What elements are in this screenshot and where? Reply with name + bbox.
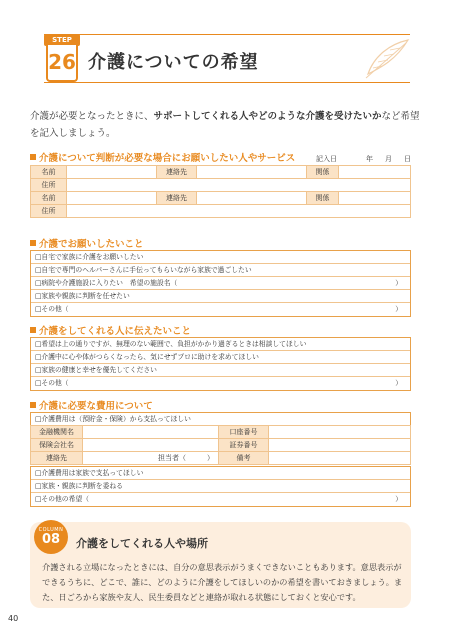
column-badge-label: COLUMN: [38, 527, 64, 533]
table-row: [31, 452, 411, 465]
checkbox-item[interactable]: □病院や介護施設に入りたい 希望の施設名（ ）: [31, 277, 410, 290]
table-row: [31, 426, 411, 439]
note-label: 備考: [219, 452, 269, 465]
step-badge: [44, 34, 80, 84]
step-number: 26: [46, 45, 78, 82]
table-row: [31, 439, 411, 452]
table-row: [31, 166, 411, 179]
checkbox-item[interactable]: □その他（ ）: [35, 379, 402, 387]
contact-field-1[interactable]: [197, 166, 307, 179]
contact-field-2[interactable]: [197, 192, 307, 205]
account-field[interactable]: [269, 426, 411, 439]
section3-heading: 介護をしてくれる人に伝えたいこと: [30, 323, 191, 337]
checkbox-item[interactable]: □自宅で専門のヘルパーさんに手伝ってもらいながら家族で過ごしたい: [31, 264, 410, 277]
checkbox-item[interactable]: □希望は上の通りですが、無理のない範囲で、負担がかかり過ぎるときは相談してほしい: [31, 338, 410, 351]
person-field[interactable]: 担当者（ ）: [83, 452, 219, 465]
title-underline: [44, 82, 410, 83]
cost-options-list: [30, 466, 411, 507]
relation-label: 関係: [307, 166, 339, 179]
contact-table: [30, 165, 411, 218]
section1-heading: 介護について判断が必要な場合にお願いしたい人やサービス: [30, 150, 295, 164]
address-field-2[interactable]: [67, 205, 411, 218]
cost-table: [30, 425, 411, 465]
account-label: 口座番号: [219, 426, 269, 439]
section4-heading: 介護に必要な費用について: [30, 398, 153, 412]
checkbox-item[interactable]: □介護費用は（預貯金・保険）から支払ってほしい: [35, 415, 191, 423]
name-field-1[interactable]: [67, 166, 157, 179]
name-label: 名前: [31, 166, 67, 179]
checkbox-item[interactable]: □その他の希望（ ）: [35, 495, 402, 503]
intro-text: 介護が必要となったときに、サポートしてくれる人やどのような介護を受けたいかなど希望を記入しましょう。: [30, 111, 420, 139]
insurer-label: 保険会社名: [31, 439, 83, 452]
relation-label: 関係: [307, 192, 339, 205]
checkbox-item[interactable]: □自宅で家族に介護をお願いしたい: [31, 251, 410, 264]
address-label: 住所: [31, 179, 67, 192]
contact-label: 連絡先: [157, 166, 197, 179]
relation-field-1[interactable]: [339, 166, 411, 179]
date-day: 日: [404, 155, 411, 163]
table-row: [31, 179, 411, 192]
address-field-1[interactable]: [67, 179, 411, 192]
table-row: [31, 205, 411, 218]
checkbox-item[interactable]: □介護中に心や体がつらくなったら、気にせずプロに助けを求めてほしい: [31, 351, 410, 364]
relation-field-2[interactable]: [339, 192, 411, 205]
date-month: 月: [385, 155, 392, 163]
checkbox-item[interactable]: □家族や親族に判断を任せたい: [31, 290, 410, 303]
date-label: 記入日: [316, 155, 337, 163]
policy-label: 証券番号: [219, 439, 269, 452]
checkbox-item[interactable]: □家族・親族に判断を委ねる: [31, 480, 410, 493]
name-label: 名前: [31, 192, 67, 205]
header-top-rule: [44, 34, 410, 35]
name-field-2[interactable]: [67, 192, 157, 205]
column-title: 介護をしてくれる人や場所: [76, 537, 208, 550]
checkbox-item[interactable]: □介護費用は家族で支払ってほしい: [31, 467, 410, 480]
column-text: 介護される立場になったときには、自分の意思表示がうまくできないこともあります。意思表示ができるうちに、どこで、誰に、どのように介護をしてほしいのかの希望を書いておきましょう。また、日ごろから家族や友人、民生委員などと連絡が取れる状態にしておくと安心です。: [42, 562, 403, 602]
cost-top-item: [30, 412, 411, 426]
policy-field[interactable]: [269, 439, 411, 452]
insurer-field[interactable]: [83, 439, 219, 452]
checkbox-item[interactable]: □家族の健康と幸せを優先してください: [31, 364, 410, 377]
column-badge-number: 08: [41, 532, 61, 547]
page-number: 40: [8, 614, 19, 623]
table-row: [31, 192, 411, 205]
step-label: STEP: [44, 34, 80, 46]
feather-icon: [360, 38, 412, 80]
section2-heading: 介護でお願いしたいこと: [30, 236, 144, 250]
bank-label: 金融機関名: [31, 426, 83, 439]
note-field[interactable]: [269, 452, 411, 465]
page-title: 介護についての希望: [88, 52, 259, 73]
date-year: 年: [366, 155, 373, 163]
column-badge: [34, 520, 68, 554]
bank-field[interactable]: [83, 426, 219, 439]
address-label: 住所: [31, 205, 67, 218]
checkbox-item[interactable]: □その他（ ）: [35, 305, 402, 313]
contact-label: 連絡先: [31, 452, 83, 465]
contact-label: 連絡先: [157, 192, 197, 205]
messages-list: [30, 337, 411, 391]
care-wishes-list: [30, 250, 411, 317]
